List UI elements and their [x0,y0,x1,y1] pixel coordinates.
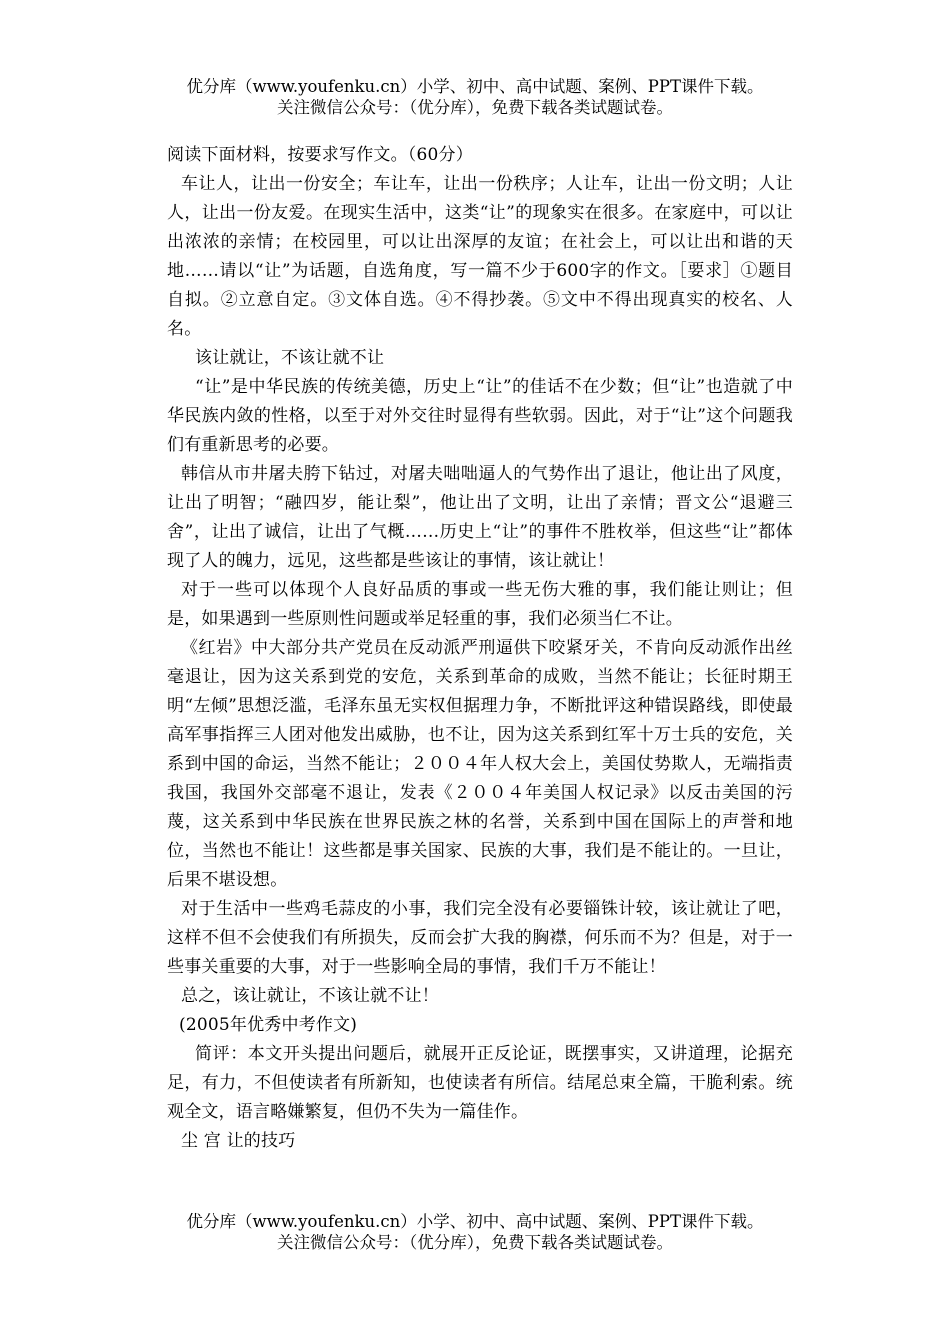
header-line-2: 关注微信公众号：（优分库），免费下载各类试题试卷。 [277,98,673,117]
essay-paragraph: 对于生活中一些鸡毛蒜皮的小事，我们完全没有必要锱铢计较，该让就让了吧，这样不但不会使我们有所损失，反而会扩大我的胸襟，何乐而不为？但是，对于一些事关重要的大事，对于一些影响全局的事情，我们千万不能让！ [167,899,793,977]
prompt-material: 车让人，让出一份安全；车让车，让出一份秩序；人让车，让出一份文明；人让人，让出一份友爱。在现实生活中，这类“让”的现象实在很多。在家庭中，可以让出浓浓的亲情；在校园里，可以让出深厚的友谊；在社会上，可以让出和谐的天地……请以“让”为话题，自选角度，写一篇不少于600字的作文。［要求］①题目自拟。②立意自定。③文体自选。④不得抄袭。⑤文中不得出现真实的校名、人名。 [167,174,793,339]
essay-paragraph: 《红岩》中大部分共产党员在反动派严刑逼供下咬紧牙关，不肯向反动派作出丝毫退让，因为这关系到党的安危，关系到革命的成败，当然不能让；长征时期王明“左倾”思想泛滥，毛泽东虽无实权但据理力争，不断批评这种错误路线，即使最高军事指挥三人团对他发出威胁，也不让，因为这关系到红军十万士兵的安危，关系到中国的命运，当然不能让；２００４年人权大会上，美国仗势欺人，无端指责我国，我国外交部毫不退让，发表《２００４年美国人权记录》以反击美国的污蔑，这关系到中华民族在世界民族之林的名誉，关系到中国在国际上的声誉和地位，当然也不能让！这些都是事关国家、民族的大事，我们是不能让的。一旦让，后果不堪设想。 [167,638,793,890]
essay-paragraph: “让”是中华民族的传统美德，历史上“让”的佳话不在少数；但“让”也造就了中华民族内敛的性格，以至于对外交往时显得有些软弱。因此，对于“让”这个问题我们有重新思考的必要。 [167,377,793,455]
document-body [167,141,793,1156]
essay-paragraph: 对于一些可以体现个人良好品质的事或一些无伤大雅的事，我们能让则让；但是，如果遇到一些原则性问题或举足轻重的事，我们必须当仁不让。 [167,580,793,629]
essay-paragraph: 韩信从市井屠夫胯下钻过，对屠夫咄咄逼人的气势作出了退让，他让出了风度，让出了明智；“融四岁，能让梨”，他让出了文明，让出了亲情；晋文公“退避三舍”，让出了诚信，让出了气概……历史上“让”的事件不胜枚举，但这些“让”都体现了人的魄力，远见，这些都是些该让的事情，该让就让！ [167,464,793,571]
page-footer [0,1211,950,1253]
essay-paragraph: 总之，该让就让，不该让就不让！ [181,986,439,1006]
essay-source: (2005年优秀中考作文) [179,1015,358,1035]
footer-line-1: 优分库（www.youfenku.cn）小学、初中、高中试题、案例、PPT课件下载。 [186,1212,764,1231]
essay-title: 该让就让，不该让就不让 [195,348,385,368]
header-line-1: 优分库（www.youfenku.cn）小学、初中、高中试题、案例、PPT课件下载。 [186,77,764,96]
prompt-instruction: 阅读下面材料，按要求写作文。（60分） [167,145,473,165]
essay-comment: 简评：本文开头提出问题后，就展开正反论证，既摆事实，又讲道理，论据充足，有力，不但使读者有所新知，也使读者有所信。结尾总束全篇，干脆利索。统观全文，语言略嫌繁复，但仍不失为一篇佳作。 [167,1044,793,1122]
next-section-heading: 尘 宫 让的技巧 [181,1131,296,1151]
page-header [0,76,950,118]
footer-line-2: 关注微信公众号：（优分库），免费下载各类试题试卷。 [277,1233,673,1252]
